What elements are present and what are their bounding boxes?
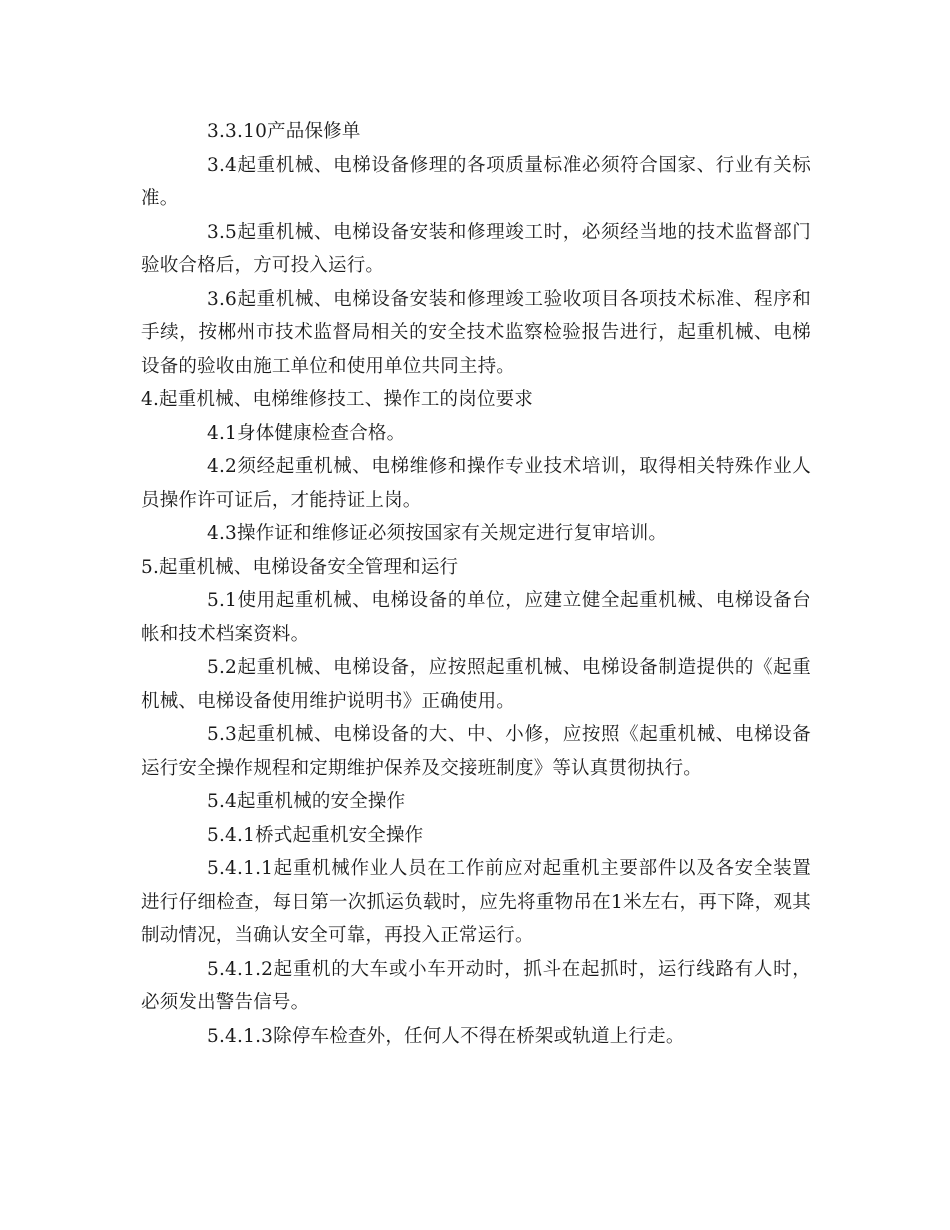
paragraph-4-2: 4.2须经起重机械、电梯维修和操作专业技术培训，取得相关特殊作业人员操作许可证后，才能持证上岗。 bbox=[141, 456, 811, 511]
paragraph-5-3: 5.3起重机械、电梯设备的大、中、小修，应按照《起重机械、电梯设备运行安全操作规程和定期维护保养及交接班制度》等认真贯彻执行。 bbox=[141, 724, 811, 779]
paragraph-5-1: 5.1使用起重机械、电梯设备的单位，应建立健全起重机械、电梯设备台帐和技术档案资料。 bbox=[141, 590, 811, 645]
paragraph-5-4-1-2: 5.4.1.2起重机的大车或小车开动时，抓斗在起抓时，运行线路有人时，必须发出警告信号。 bbox=[141, 958, 811, 1013]
section-heading-5: 5.起重机械、电梯设备安全管理和运行 bbox=[141, 556, 459, 578]
paragraph-5-4-1-3: 5.4.1.3除停车检查外，任何人不得在桥架或轨道上行走。 bbox=[207, 1025, 685, 1047]
paragraph-5-4: 5.4起重机械的安全操作 bbox=[207, 791, 406, 812]
document-body bbox=[141, 115, 811, 1053]
paragraph-3-5: 3.5起重机械、电梯设备安装和修理竣工时，必须经当地的技术监督部门验收合格后，方可投入运行。 bbox=[141, 221, 811, 276]
paragraph-3-3-10: 3.3.10产品保修单 bbox=[207, 121, 361, 142]
paragraph-5-4-1: 5.4.1桥式起重机安全操作 bbox=[207, 824, 424, 846]
paragraph-4-3: 4.3操作证和维修证必须按国家有关规定进行复审培训。 bbox=[207, 523, 668, 544]
paragraph-3-4: 3.4起重机械、电梯设备修理的各项质量标准必须符合国家、行业有关标准。 bbox=[141, 154, 811, 209]
paragraph-4-1: 4.1身体健康检查合格。 bbox=[207, 422, 406, 444]
paragraph-3-6: 3.6起重机械、电梯设备安装和修理竣工验收项目各项技术标准、程序和手续，按郴州市技术监督局相关的安全技术监察检验报告进行，起重机械、电梯设备的验收由施工单位和使用单位共同主持。 bbox=[141, 288, 811, 377]
paragraph-5-2: 5.2起重机械、电梯设备，应按照起重机械、电梯设备制造提供的《起重机械、电梯设备使用维护说明书》正确使用。 bbox=[141, 657, 811, 712]
section-heading-4: 4.起重机械、电梯维修技工、操作工的岗位要求 bbox=[141, 389, 534, 410]
paragraph-5-4-1-1: 5.4.1.1起重机械作业人员在工作前应对起重机主要部件以及各安全装置进行仔细检查，每日第一次抓运负载时，应先将重物吊在1米左右，再下降，观其制动情况，当确认安全可靠，再投入正常运行。 bbox=[141, 858, 811, 946]
